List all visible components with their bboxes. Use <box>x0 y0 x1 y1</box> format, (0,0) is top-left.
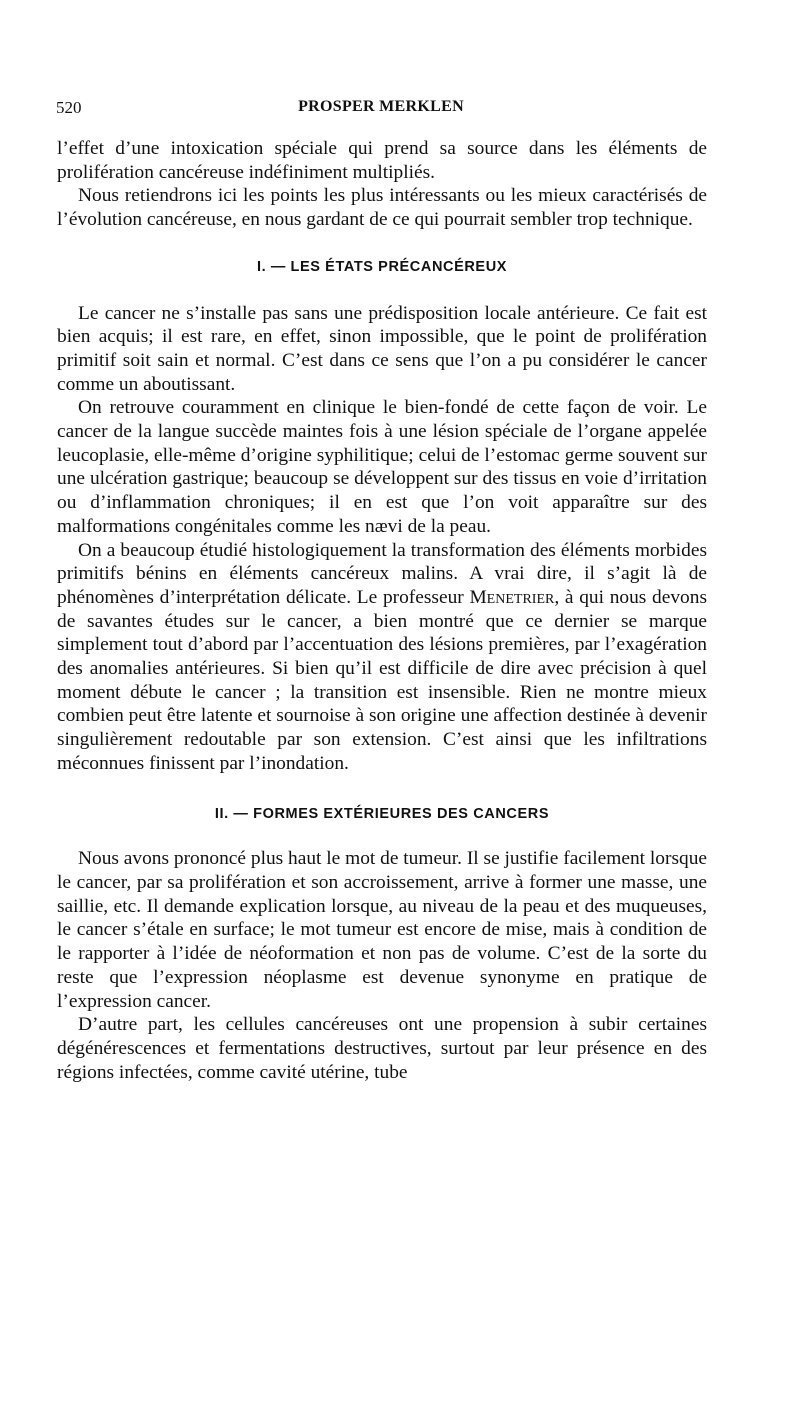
body-text <box>57 137 707 1084</box>
section-heading-precancerous: I. — LES ÉTATS PRÉCANCÉREUX <box>256 258 508 275</box>
paragraph-5 <box>57 539 707 776</box>
paragraph-4: On retrouve couramment en clinique le bien-fondé de cette façon de voir. Le cancer de la langue succède maintes fois à une lésion spéciale de l’organe appelée leucoplasie, elle-même d’origine syphilitique; celui de l’estomac germe souvent sur une ulcération gastrique; beaucoup se développent sur des tissus en voie d’irritation ou d’inflammation chroniques; il en est que l’on voit apparaître sur des malformations congénitales comme les nævi de la peau. <box>57 397 707 537</box>
paragraph-5-start: On a beaucoup étudié histologiquement la transformation des éléments morbides primitifs bénins en éléments cancéreux malins. A vrai dire, il s’agit là de phénomènes d’interprétation délicate. Le professeur <box>57 539 707 608</box>
running-head <box>56 98 706 124</box>
paragraph-7: D’autre part, les cellules cancéreuses ont une propension à subir certaines dégénérescences et fermentations destructives, surtout par leur présence en des régions infectées, comme cavité utérine, tube <box>57 1014 707 1083</box>
paragraph-3: Le cancer ne s’installe pas sans une prédisposition locale antérieure. Ce fait est bien acquis; il est rare, en effet, sinon impossible, que le point de prolifération primitif soit sain et normal. C’est dans ce sens que l’on a pu considérer le cancer comme un aboutissant. <box>57 302 707 395</box>
section-heading-external-forms: II. — FORMES EXTÉRIEURES DES CANCERS <box>214 805 550 822</box>
paragraph-1: l’effet d’une intoxication spéciale qui prend sa source dans les éléments de prolifération cancéreuse indéfiniment multipliés. <box>57 138 707 183</box>
paragraph-2: Nous retiendrons ici les points les plus intéressants ou les mieux caractérisés de l’évolution cancéreuse, en nous gardant de ce qui pourrait sembler trop technique. <box>57 185 707 231</box>
page-number: 520 <box>56 98 82 117</box>
author-name-menetrier: Menetrier <box>469 586 555 608</box>
paragraph-6: Nous avons prononcé plus haut le mot de tumeur. Il se justifie facilement lorsque le cancer, par sa prolifération et son accroissement, arrive à former une masse, une saillie, etc. Il demande explication lorsque, au niveau de la peau et des muqueuses, le cancer s’étale en surface; le mot tumeur est encore de mise, mais à condition de le rapporter à l’idée de néoformation et non pas de volume. C’est de la sorte du reste que l’expression néoplasme est devenue synonyme en pratique de l’expression cancer. <box>57 848 707 1012</box>
paragraph-5-end: , à qui nous devons de savantes études sur le cancer, a bien montré que ce dernier se marque simplement tout d’abord par l’accentuation des lésions premières, par l’exagération des anomalies antérieures. Si bien qu’il est difficile de dire avec précision à quel moment débute le cancer ; la transition est insensible. Rien ne montre mieux combien peut être latente et sournoise à son origine une affection destinée à devenir singulièrement redoutable par son extension. C’est ainsi que les infiltrations méconnues finissent par l’inondation. <box>57 586 707 774</box>
running-title-author: PROSPER MERKLEN <box>298 98 464 115</box>
